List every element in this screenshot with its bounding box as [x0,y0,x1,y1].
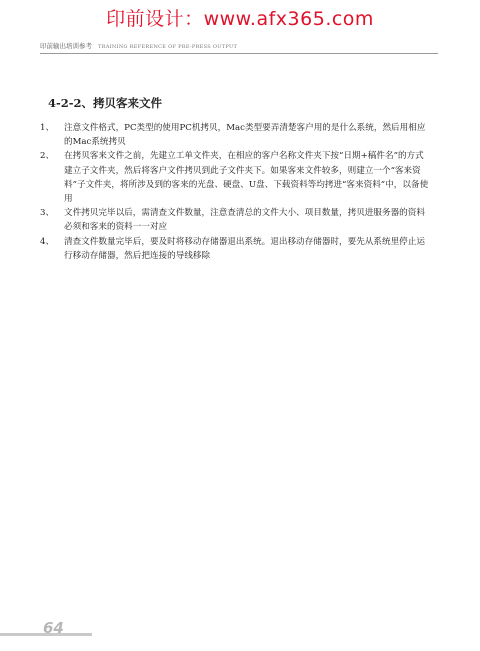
list-item-text: 文件拷贝完毕以后，需清查文件数量，注意查清总的文件大小、项目数量，拷贝进服务器的资料必须和客来的资料一一对应 [64,208,425,233]
list-item-number: 3、 [40,208,55,219]
list-item-number: 1、 [40,123,55,133]
list-item-number: 2、 [40,151,55,162]
running-head [40,41,438,54]
list-item-number: 4、 [40,236,55,247]
list-item [40,235,432,263]
page-number: 64 [43,619,64,637]
running-head-cn: 印前输出培训参考 [40,42,92,50]
list-item [40,206,432,234]
running-head-en: TRAINING REFERENCE OF PRE-PRESS OUTPUT [98,44,238,50]
site-banner: 印前设计：www.afx365.com [106,8,374,30]
list-item [40,149,432,206]
list-item-text: 清查文件数量完毕后，要及时将移动存储器退出系统。退出移动存储器时，要先从系统里停止运行移动存储器，然后把连接的导线移除 [64,236,425,261]
list-item-text: 注意文件格式，PC类型的使用PC机拷贝，Mac类型要弄清楚客户用的是什么系统，然后用相应的Mac系统拷贝 [64,123,426,148]
section-title: 4-2-2、拷贝客来文件 [48,96,163,110]
list-item [40,121,432,149]
list-item-text: 在拷贝客来文件之前，先建立工单文件夹，在相应的客户名称文件夹下按“日期+稿件名”的方式建立子文件夹，然后将客户文件拷贝到此子文件夹下。如果客来文件较多，则建立一个“客来资料”子文件夹，将所涉及到的客来的光盘、硬盘、U盘、下载资料等均拷进“客来资料”中，以备使用 [64,151,429,205]
instruction-list [40,121,432,263]
